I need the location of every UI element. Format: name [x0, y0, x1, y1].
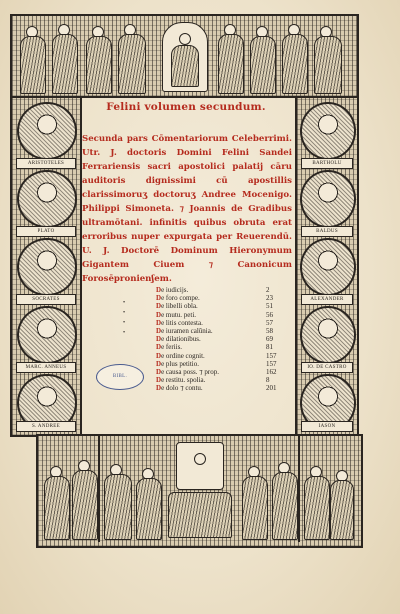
- toc-label: De feriis.: [156, 343, 183, 352]
- portrait-label: S. ANDREE: [16, 421, 76, 432]
- volume-title: Felini volumen secundum.: [106, 101, 266, 113]
- bullet-icon: •: [123, 320, 126, 326]
- right-woodcut-border: [295, 96, 359, 437]
- portrait-label: IO. DE CASTRO: [301, 362, 353, 373]
- figure-icon: [218, 34, 244, 94]
- portrait-medallion-icon: [300, 102, 356, 160]
- figure-head-icon: [194, 453, 206, 465]
- figure-icon: [250, 36, 276, 94]
- portrait-label: MARC. ANNEUS: [16, 362, 76, 373]
- bullet-icon: •: [123, 330, 126, 336]
- figure-icon: [314, 36, 342, 94]
- lectern-window-icon: [176, 442, 224, 490]
- student-icon: [272, 472, 298, 540]
- title-description: Secunda pars Cōmentariorum Celeberrimi. Utr. J. doctoris Domini Felini Sandei Ferrariensis sacri apostolici palatij cāru auditoris dignissimi cū apostillis clarissimoruʒ doctoruʒ Andree Mocenigo. Philippi Simoneta. ⁊ Joannis de Gradibus ultramōtani. infinitis quibus obruta erat erroribus nuper expurgata per Reuerendū. U. J. Doctorē Dominum Hieronymum Gigantem Ciuem ⁊ Canonicum Forosēpronienʃem.: [82, 134, 292, 284]
- portrait-medallion-icon: [17, 102, 77, 160]
- portrait-label: SOCRATES: [16, 294, 76, 305]
- toc-folio: 23: [266, 294, 273, 303]
- stamp-text: BIBL.: [112, 374, 128, 379]
- student-icon: [330, 480, 354, 540]
- toc-folio: 201: [266, 384, 277, 393]
- toc-row: [156, 352, 296, 360]
- toc-folio: 162: [266, 368, 277, 377]
- toc-row: [156, 319, 296, 327]
- portrait-medallion-icon: [300, 170, 356, 228]
- portrait-medallion-icon: [17, 306, 77, 364]
- portrait-medallion-icon: [17, 170, 77, 228]
- library-stamp-icon: [96, 364, 144, 390]
- toc-label: De libelli obla.: [156, 302, 198, 311]
- toc-folio: 157: [266, 351, 277, 360]
- student-icon: [72, 470, 98, 540]
- toc-folio: 81: [266, 343, 273, 352]
- lectern-icon: [168, 492, 232, 538]
- student-icon: [136, 478, 162, 540]
- toc-row: [156, 294, 296, 302]
- figure-icon: [171, 45, 199, 87]
- student-icon: [104, 474, 132, 540]
- toc-label: De dolo ⁊ contu.: [156, 384, 203, 393]
- student-icon: [304, 476, 330, 540]
- toc-row: [156, 343, 296, 351]
- toc-label: De plus petitio.: [156, 359, 199, 368]
- toc-label: De foro compe.: [156, 294, 200, 303]
- figure-icon: [52, 34, 78, 94]
- portrait-label: ARISTOTELES: [16, 158, 76, 169]
- figure-icon: [20, 36, 46, 94]
- toc-folio: 157: [266, 359, 277, 368]
- toc-folio: 51: [266, 302, 273, 311]
- portrait-medallion-icon: [17, 238, 77, 296]
- toc-label: De restitu. spolia.: [156, 376, 206, 385]
- portrait-label: ALEXANDER: [301, 294, 353, 305]
- toc-label: De ordine cognit.: [156, 351, 205, 360]
- toc-row: [156, 302, 296, 310]
- portrait-label: IASON: [301, 421, 353, 432]
- toc-folio: 2: [266, 286, 270, 294]
- toc-folio: 56: [266, 310, 273, 319]
- toc-row: [156, 384, 296, 392]
- toc-row: [156, 335, 296, 343]
- toc-label: De iuramen calūnia.: [156, 327, 213, 336]
- enthroned-figure-icon: [162, 22, 208, 92]
- portrait-medallion-icon: [300, 306, 356, 364]
- table-of-contents: [156, 286, 296, 393]
- student-icon: [44, 476, 70, 540]
- arch-line: [298, 436, 300, 542]
- toc-folio: 8: [266, 376, 270, 385]
- arch-line: [98, 436, 100, 542]
- toc-bullets: [123, 298, 125, 338]
- portrait-label: BARTHOLU: [301, 158, 353, 169]
- toc-label: De causa poss. ⁊ prop.: [156, 368, 219, 377]
- toc-folio: 57: [266, 318, 273, 327]
- toc-label: De litis contesta.: [156, 318, 203, 327]
- toc-row: [156, 368, 296, 376]
- left-woodcut-border: [10, 96, 82, 437]
- bullet-icon: •: [123, 310, 126, 316]
- figure-head-icon: [179, 33, 191, 45]
- figure-icon: [118, 34, 146, 94]
- toc-row: [156, 286, 296, 294]
- figure-icon: [282, 34, 308, 94]
- toc-label: De iudicijs.: [156, 286, 189, 294]
- portrait-label: BALDUS: [301, 226, 353, 237]
- toc-folio: 69: [266, 335, 273, 344]
- toc-row: [156, 360, 296, 368]
- portrait-label: PLATO: [16, 226, 76, 237]
- toc-row: [156, 311, 296, 319]
- toc-row: [156, 327, 296, 335]
- toc-folio: 58: [266, 327, 273, 336]
- top-woodcut-border: [10, 14, 359, 98]
- figure-icon: [86, 36, 112, 94]
- toc-row: [156, 376, 296, 384]
- portrait-medallion-icon: [300, 238, 356, 296]
- student-icon: [242, 476, 268, 540]
- bullet-icon: •: [123, 300, 126, 306]
- bottom-woodcut-scene: [36, 434, 363, 548]
- toc-label: De dilationibus.: [156, 335, 201, 344]
- toc-label: De mutu. peti.: [156, 310, 197, 319]
